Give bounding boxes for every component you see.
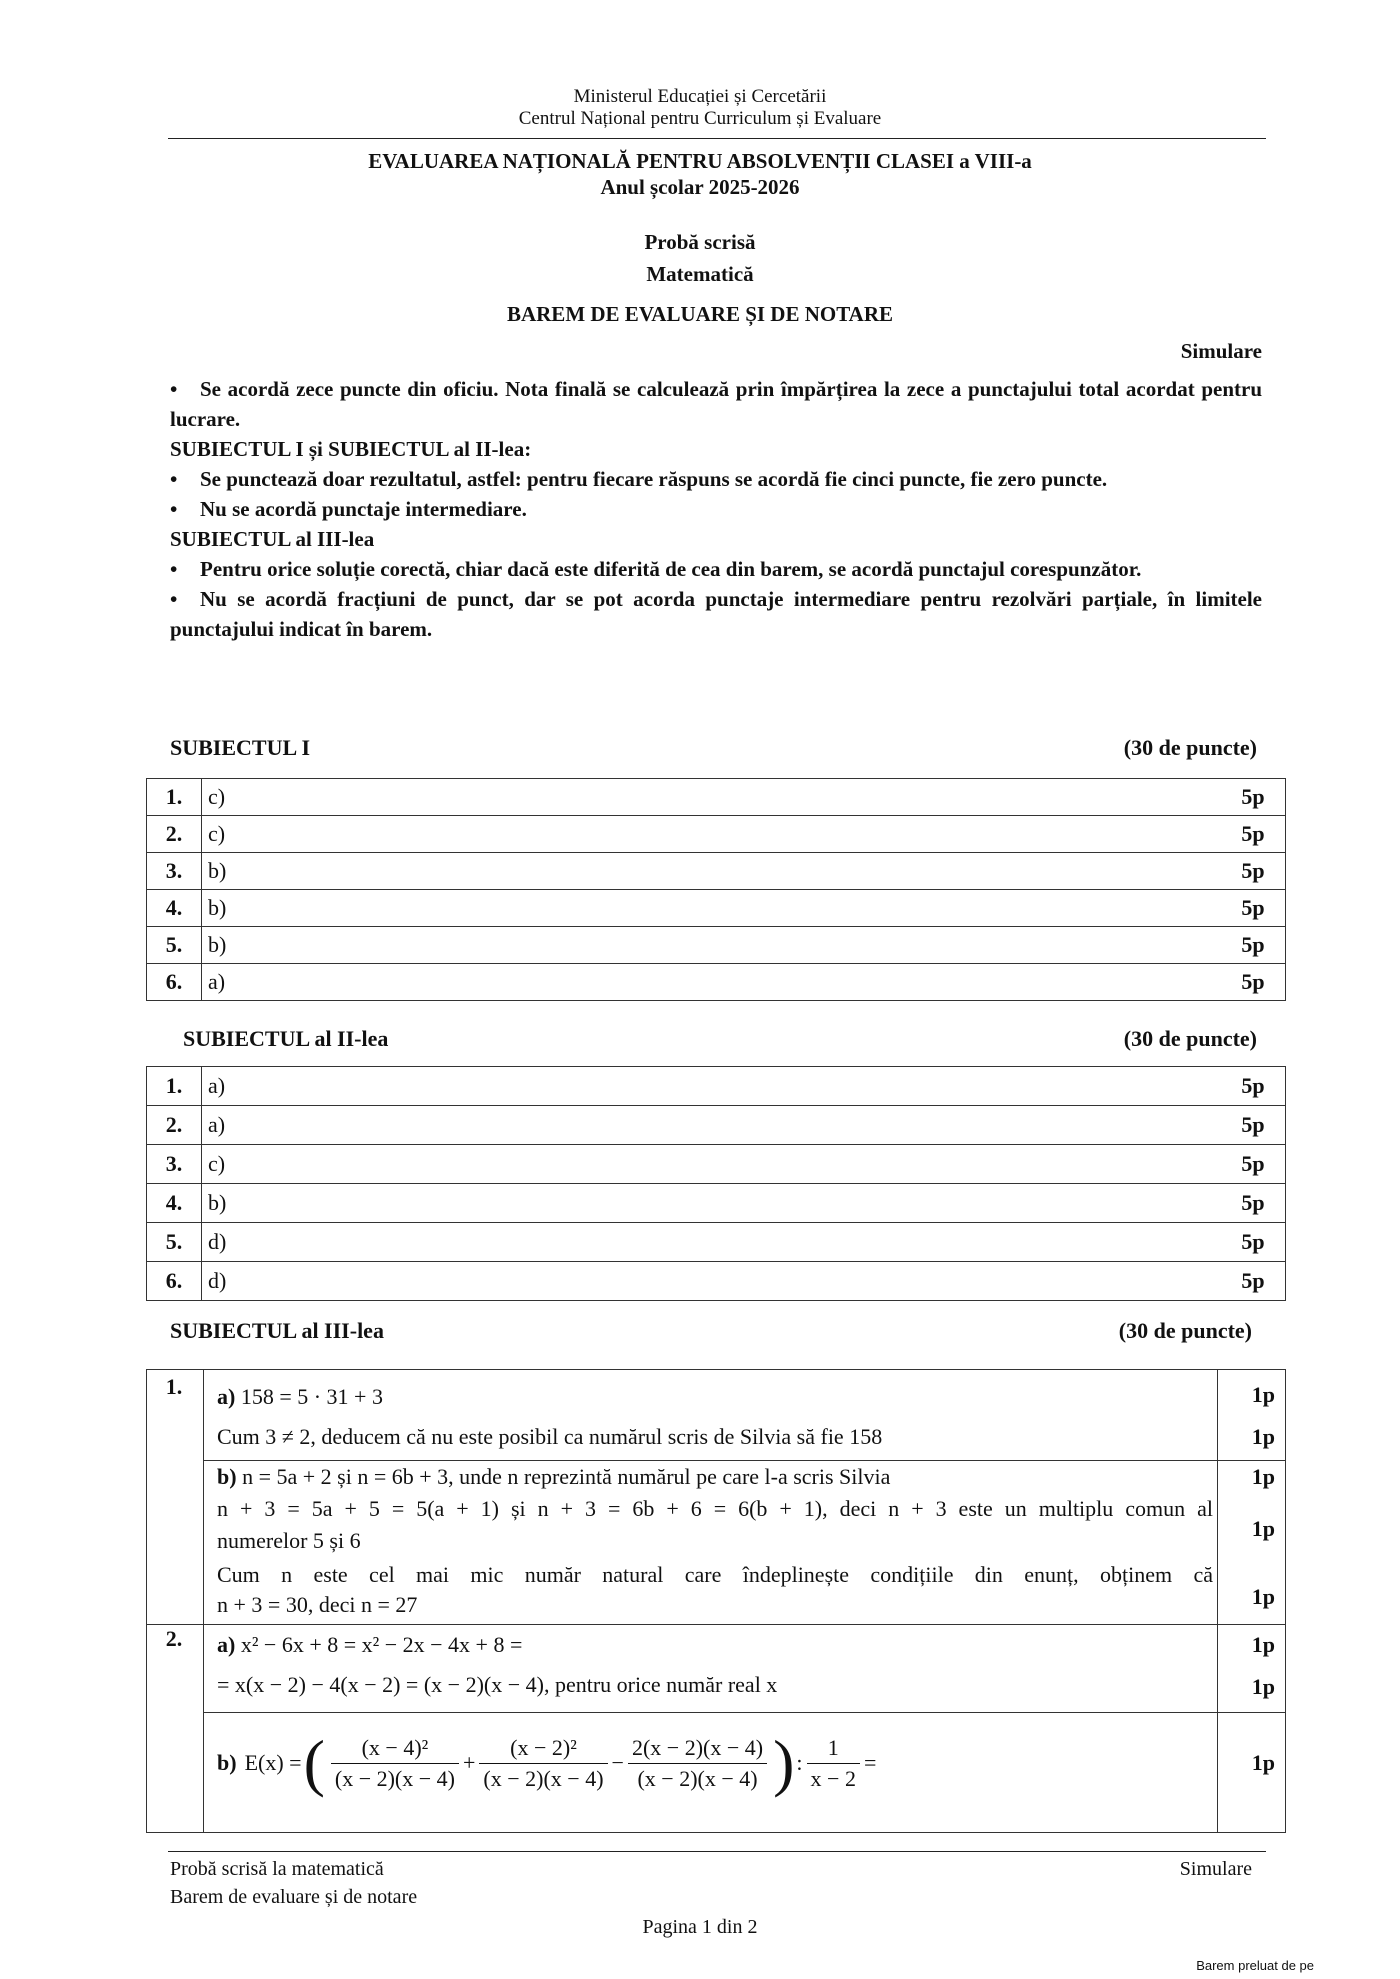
question-number: 2.	[147, 816, 202, 853]
school-year: Anul școlar 2025-2026	[600, 175, 800, 199]
answer-row	[147, 779, 1286, 816]
answer-points: 5p	[1221, 853, 1286, 890]
answer-row	[147, 1106, 1286, 1145]
subiect3-table	[146, 1369, 1286, 1833]
question-number: 3.	[147, 1145, 202, 1184]
answer-value: c)	[202, 1145, 1222, 1184]
instruction-heading-2: SUBIECTUL al III-lea	[170, 527, 375, 551]
answer-value: c)	[202, 779, 1222, 816]
answer-value: b)	[202, 890, 1222, 927]
answer-row	[147, 1145, 1286, 1184]
answer-row	[147, 816, 1286, 853]
instruction-1: • Se acordă zece puncte din oficiu. Nota finală se calculează prin împărțirea la zece a punctajului total acordat pentru lucrare.	[170, 377, 1262, 431]
simulare-label: Simulare	[1180, 339, 1262, 363]
row-divider	[203, 1460, 1285, 1461]
watermark: Barem preluat de pe	[1196, 1958, 1314, 1973]
q1b-line5: n + 3 = 30, deci n = 27	[217, 1592, 418, 1617]
answer-points: 5p	[1221, 1184, 1286, 1223]
q1a-line1: a) 158 = 5 · 31 + 3	[217, 1384, 383, 1409]
instructions	[170, 374, 1262, 644]
column-divider	[203, 1370, 204, 1832]
question-number: 6.	[147, 1262, 202, 1301]
answer-points: 5p	[1221, 1262, 1286, 1301]
answer-value: d)	[202, 1223, 1222, 1262]
question-number: 2.	[147, 1106, 202, 1145]
header-rule	[168, 138, 1266, 139]
answer-points: 5p	[1221, 816, 1286, 853]
subiect3-points: (30 de puncte)	[1118, 1318, 1252, 1343]
subiect2-table	[146, 1066, 1286, 1301]
answer-row	[147, 853, 1286, 890]
q2a-line2: = x(x − 2) − 4(x − 2) = (x − 2)(x − 4), pentru orice număr real x	[217, 1672, 778, 1697]
answer-row	[147, 927, 1286, 964]
instruction-5: • Nu se acordă fracțiuni de punct, dar se pot acorda punctaje intermediare pentru rezolvări parțiale, în limitele punctajului indicat în barem.	[170, 587, 1262, 641]
answer-points: 5p	[1221, 779, 1286, 816]
answer-points: 5p	[1221, 890, 1286, 927]
q1-pt-3: 1p	[1251, 1464, 1275, 1489]
column-divider	[1217, 1370, 1218, 1832]
subiect3-title: SUBIECTUL al III-lea	[170, 1318, 384, 1343]
answer-row	[147, 890, 1286, 927]
answer-row	[147, 964, 1286, 1001]
answer-row	[147, 1223, 1286, 1262]
row-divider	[203, 1712, 1285, 1713]
question-number: 5.	[147, 1223, 202, 1262]
answer-points: 5p	[1221, 1223, 1286, 1262]
subject-name: Matematică	[646, 262, 754, 286]
answer-points: 5p	[1221, 1067, 1286, 1106]
answer-value: a)	[202, 1067, 1222, 1106]
exam-title: EVALUAREA NAȚIONALĂ PENTRU ABSOLVENȚII CLASEI a VIII-a	[368, 149, 1032, 173]
instruction-4: • Pentru orice soluție corectă, chiar dacă este diferită de cea din barem, se acordă punctajul corespunzător.	[170, 557, 1142, 581]
row-divider	[147, 1624, 1285, 1625]
subiect2-points: (30 de puncte)	[1123, 1026, 1257, 1051]
answer-value: b)	[202, 853, 1222, 890]
q1b-line2: n + 3 = 5a + 5 = 5(a + 1) și n + 3 = 6b + 6 = 6(b + 1), deci n + 3 este un multiplu comun al	[217, 1496, 1213, 1521]
footer-rule	[168, 1851, 1266, 1852]
q1b-line3: numerelor 5 și 6	[217, 1528, 361, 1553]
center-name: Centrul Național pentru Curriculum și Evaluare	[518, 108, 882, 129]
answer-value: b)	[202, 927, 1222, 964]
footer-right: Simulare	[1179, 1858, 1252, 1880]
test-type: Probă scrisă	[644, 230, 756, 254]
q1a-line2: Cum 3 ≠ 2, deducem că nu este posibil ca numărul scris de Silvia să fie 158	[217, 1424, 883, 1449]
instruction-3: • Nu se acordă punctaje intermediare.	[170, 497, 527, 521]
q1b-line1: b) n = 5a + 2 și n = 6b + 3, unde n reprezintă numărul pe care l-a scris Silvia	[217, 1464, 891, 1489]
footer-left-2: Barem de evaluare și de notare	[170, 1886, 418, 1908]
ministry-name: Ministerul Educației și Cercetării	[573, 86, 827, 107]
answer-value: a)	[202, 1106, 1222, 1145]
q1-pt-1: 1p	[1251, 1382, 1275, 1407]
answer-points: 5p	[1221, 964, 1286, 1001]
subiect1-points: (30 de puncte)	[1123, 735, 1257, 760]
footer-left-1: Probă scrisă la matematică	[170, 1858, 384, 1880]
question-number: 4.	[147, 1184, 202, 1223]
q2-pt-2: 1p	[1251, 1674, 1275, 1699]
subiect1-table	[146, 778, 1286, 1001]
question-number: 1.	[147, 1067, 202, 1106]
answer-value: b)	[202, 1184, 1222, 1223]
instruction-2: • Se punctează doar rezultatul, astfel: pentru fiecare răspuns se acordă fie cinci puncte, fie zero puncte.	[170, 467, 1108, 491]
answer-value: d)	[202, 1262, 1222, 1301]
question-1-number: 1.	[165, 1374, 183, 1399]
subiect2-title: SUBIECTUL al II-lea	[183, 1026, 389, 1051]
question-number: 1.	[147, 779, 202, 816]
answer-points: 5p	[1221, 1106, 1286, 1145]
barem-title: BAREM DE EVALUARE ȘI DE NOTARE	[506, 302, 894, 326]
q2b-expression: b) E(x) = ( $\frac{\text{(x − 4)²}}{(x - 2)(x - 4)}$ + $\frac{\text{(x − 2)²}}{(x - 2)(x - 4)}$ − $\frac{2(x - 2)(x - 4)}{(x - 2)(x - 4)}$ ) : $\frac{1}{x - 2}$ =	[217, 1727, 877, 1798]
question-number: 5.	[147, 927, 202, 964]
question-2-number: 2.	[165, 1626, 183, 1651]
q1b-line4: Cum n este cel mai mic număr natural care îndeplinește condițiile din enunț, obținem că	[217, 1562, 1213, 1587]
question-number: 3.	[147, 853, 202, 890]
subiect1-title: SUBIECTUL I	[170, 735, 311, 760]
answer-row	[147, 1262, 1286, 1301]
q2-pt-1: 1p	[1251, 1632, 1275, 1657]
answer-row	[147, 1184, 1286, 1223]
q2-pt-3: 1p	[1251, 1750, 1275, 1775]
answer-value: c)	[202, 816, 1222, 853]
q1-pt-2: 1p	[1251, 1424, 1275, 1449]
q2a-line1: a) x² − 6x + 8 = x² − 2x − 4x + 8 =	[217, 1632, 523, 1657]
question-number: 6.	[147, 964, 202, 1001]
q1-pt-4: 1p	[1251, 1516, 1275, 1541]
answer-points: 5p	[1221, 927, 1286, 964]
q1-pt-5: 1p	[1251, 1584, 1275, 1609]
question-number: 4.	[147, 890, 202, 927]
answer-points: 5p	[1221, 1145, 1286, 1184]
answer-row	[147, 1067, 1286, 1106]
page-number: Pagina 1 din 2	[642, 1916, 758, 1938]
answer-value: a)	[202, 964, 1222, 1001]
instruction-heading-1: SUBIECTUL I și SUBIECTUL al II-lea:	[170, 437, 532, 461]
